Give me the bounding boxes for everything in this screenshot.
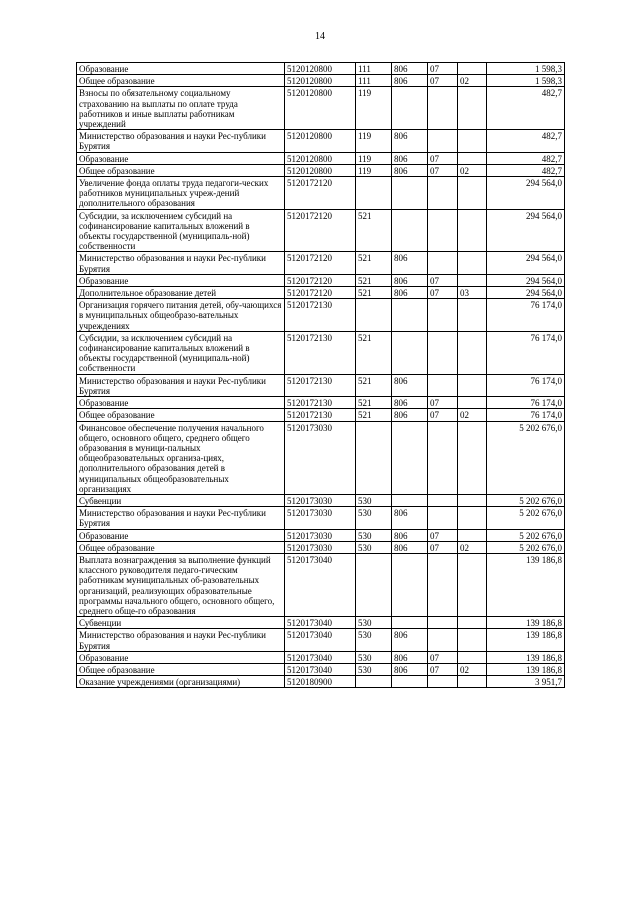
table-row <box>77 274 565 286</box>
row-target-code-cell: 5120120800 <box>285 75 356 87</box>
table-row <box>77 663 565 675</box>
row-ministry-code-cell: 806 <box>392 274 428 286</box>
row-section-cell <box>428 177 458 210</box>
row-target-code-cell: 5120120800 <box>285 63 356 75</box>
row-target-code-cell: 5120173030 <box>285 541 356 553</box>
row-subsection-cell <box>458 63 487 75</box>
row-expense-type-cell: 521 <box>356 397 392 409</box>
row-section-cell: 07 <box>428 75 458 87</box>
row-name-cell: Образование <box>77 152 285 164</box>
row-amount-cell: 294 564,0 <box>487 287 565 299</box>
row-ministry-code-cell <box>392 331 428 374</box>
row-name-cell: Дополнительное образование детей <box>77 287 285 299</box>
row-ministry-code-cell <box>392 209 428 252</box>
row-subsection-cell <box>458 177 487 210</box>
row-subsection-cell <box>458 374 487 396</box>
row-section-cell <box>428 676 458 688</box>
row-name-cell: Выплата вознаграждения за выполнение функций классного руководителя педаго-гическим работникам муниципальных об-разовательных организаций, реализующих образовательные программы начального общего, основного общего, среднего обще-го образования <box>77 553 285 616</box>
row-ministry-code-cell: 806 <box>392 663 428 675</box>
row-section-cell: 07 <box>428 663 458 675</box>
table-row <box>77 299 565 332</box>
row-expense-type-cell: 521 <box>356 209 392 252</box>
budget-table <box>76 62 565 688</box>
row-ministry-code-cell: 806 <box>392 287 428 299</box>
row-ministry-code-cell: 806 <box>392 152 428 164</box>
row-subsection-cell <box>458 274 487 286</box>
row-ministry-code-cell <box>392 553 428 616</box>
table-row <box>77 494 565 506</box>
row-target-code-cell: 5120172130 <box>285 397 356 409</box>
row-ministry-code-cell <box>392 421 428 494</box>
budget-table-body <box>77 63 565 688</box>
row-subsection-cell: 02 <box>458 75 487 87</box>
table-row <box>77 541 565 553</box>
row-subsection-cell <box>458 421 487 494</box>
row-name-cell: Общее образование <box>77 663 285 675</box>
row-section-cell: 07 <box>428 397 458 409</box>
row-amount-cell: 76 174,0 <box>487 409 565 421</box>
table-row <box>77 331 565 374</box>
row-subsection-cell <box>458 209 487 252</box>
row-name-cell: Общее образование <box>77 164 285 176</box>
row-amount-cell: 5 202 676,0 <box>487 541 565 553</box>
row-section-cell <box>428 494 458 506</box>
row-subsection-cell <box>458 629 487 651</box>
row-ministry-code-cell: 806 <box>392 629 428 651</box>
row-ministry-code-cell <box>392 177 428 210</box>
row-target-code-cell: 5120173040 <box>285 553 356 616</box>
row-target-code-cell: 5120120800 <box>285 164 356 176</box>
row-section-cell: 07 <box>428 63 458 75</box>
row-amount-cell: 5 202 676,0 <box>487 529 565 541</box>
row-section-cell <box>428 507 458 529</box>
row-subsection-cell <box>458 494 487 506</box>
row-target-code-cell: 5120173040 <box>285 629 356 651</box>
row-subsection-cell <box>458 617 487 629</box>
row-amount-cell: 5 202 676,0 <box>487 421 565 494</box>
row-ministry-code-cell: 806 <box>392 252 428 274</box>
row-amount-cell: 294 564,0 <box>487 274 565 286</box>
row-name-cell: Министерство образования и науки Рес-публики Бурятия <box>77 252 285 274</box>
row-subsection-cell <box>458 331 487 374</box>
row-amount-cell: 3 951,7 <box>487 676 565 688</box>
row-section-cell: 07 <box>428 409 458 421</box>
row-subsection-cell <box>458 553 487 616</box>
table-row <box>77 252 565 274</box>
row-section-cell <box>428 629 458 651</box>
row-amount-cell: 294 564,0 <box>487 209 565 252</box>
row-expense-type-cell: 521 <box>356 252 392 274</box>
row-section-cell: 07 <box>428 287 458 299</box>
row-target-code-cell: 5120173040 <box>285 617 356 629</box>
row-amount-cell: 1 598,3 <box>487 63 565 75</box>
row-expense-type-cell: 530 <box>356 494 392 506</box>
row-section-cell: 07 <box>428 651 458 663</box>
row-name-cell: Взносы по обязательному социальному страхованию на выплаты по оплате труда работников и иные выплаты работникам учреждений <box>77 87 285 130</box>
row-name-cell: Министерство образования и науки Рес-публики Бурятия <box>77 507 285 529</box>
row-target-code-cell: 5120173040 <box>285 663 356 675</box>
row-amount-cell: 482,7 <box>487 164 565 176</box>
row-expense-type-cell: 119 <box>356 164 392 176</box>
row-ministry-code-cell: 806 <box>392 397 428 409</box>
row-target-code-cell: 5120172120 <box>285 252 356 274</box>
row-amount-cell: 76 174,0 <box>487 331 565 374</box>
row-amount-cell: 139 186,8 <box>487 553 565 616</box>
row-expense-type-cell: 521 <box>356 287 392 299</box>
row-expense-type-cell: 530 <box>356 529 392 541</box>
row-expense-type-cell: 530 <box>356 651 392 663</box>
row-amount-cell: 482,7 <box>487 87 565 130</box>
row-expense-type-cell: 119 <box>356 130 392 152</box>
table-row <box>77 130 565 152</box>
row-expense-type-cell: 521 <box>356 409 392 421</box>
row-expense-type-cell <box>356 299 392 332</box>
row-subsection-cell: 02 <box>458 663 487 675</box>
row-ministry-code-cell <box>392 617 428 629</box>
table-row <box>77 287 565 299</box>
row-target-code-cell: 5120120800 <box>285 152 356 164</box>
row-amount-cell: 5 202 676,0 <box>487 494 565 506</box>
row-expense-type-cell: 530 <box>356 617 392 629</box>
row-name-cell: Финансовое обеспечение получения начального общего, основного общего, среднего общего образования в муници-пальных общеобразовательных организа-циях, дополнительного образования детей в муниципальных общеобразовательных организациях <box>77 421 285 494</box>
row-expense-type-cell: 521 <box>356 374 392 396</box>
row-target-code-cell: 5120172120 <box>285 287 356 299</box>
row-expense-type-cell: 521 <box>356 274 392 286</box>
row-expense-type-cell: 119 <box>356 87 392 130</box>
row-subsection-cell <box>458 130 487 152</box>
table-row <box>77 374 565 396</box>
row-expense-type-cell: 521 <box>356 331 392 374</box>
row-section-cell: 07 <box>428 274 458 286</box>
row-name-cell: Образование <box>77 651 285 663</box>
row-target-code-cell: 5120120800 <box>285 130 356 152</box>
row-subsection-cell <box>458 651 487 663</box>
row-section-cell <box>428 553 458 616</box>
row-target-code-cell: 5120180900 <box>285 676 356 688</box>
row-ministry-code-cell: 806 <box>392 541 428 553</box>
table-row <box>77 421 565 494</box>
table-row <box>77 617 565 629</box>
row-ministry-code-cell <box>392 676 428 688</box>
row-target-code-cell: 5120172130 <box>285 299 356 332</box>
row-section-cell <box>428 617 458 629</box>
row-amount-cell: 139 186,8 <box>487 651 565 663</box>
row-expense-type-cell: 111 <box>356 75 392 87</box>
row-section-cell <box>428 421 458 494</box>
row-name-cell: Министерство образования и науки Рес-публики Бурятия <box>77 374 285 396</box>
row-name-cell: Министерство образования и науки Рес-публики Бурятия <box>77 629 285 651</box>
row-name-cell: Общее образование <box>77 541 285 553</box>
row-name-cell: Образование <box>77 529 285 541</box>
row-name-cell: Оказание учреждениями (организациями) <box>77 676 285 688</box>
row-name-cell: Министерство образования и науки Рес-публики Бурятия <box>77 130 285 152</box>
row-ministry-code-cell: 806 <box>392 164 428 176</box>
row-subsection-cell <box>458 529 487 541</box>
row-ministry-code-cell: 806 <box>392 529 428 541</box>
row-subsection-cell <box>458 397 487 409</box>
row-name-cell: Образование <box>77 397 285 409</box>
row-target-code-cell: 5120173030 <box>285 529 356 541</box>
row-subsection-cell <box>458 152 487 164</box>
row-expense-type-cell: 530 <box>356 629 392 651</box>
row-subsection-cell: 02 <box>458 409 487 421</box>
row-name-cell: Общее образование <box>77 409 285 421</box>
row-ministry-code-cell: 806 <box>392 75 428 87</box>
row-section-cell <box>428 331 458 374</box>
row-name-cell: Субвенции <box>77 494 285 506</box>
page-number: 14 <box>315 31 325 42</box>
row-ministry-code-cell: 806 <box>392 130 428 152</box>
table-row <box>77 209 565 252</box>
row-subsection-cell <box>458 507 487 529</box>
row-ministry-code-cell: 806 <box>392 374 428 396</box>
table-row <box>77 177 565 210</box>
row-subsection-cell: 02 <box>458 541 487 553</box>
table-row <box>77 152 565 164</box>
row-target-code-cell: 5120173040 <box>285 651 356 663</box>
row-name-cell: Общее образование <box>77 75 285 87</box>
row-ministry-code-cell <box>392 494 428 506</box>
row-amount-cell: 139 186,8 <box>487 663 565 675</box>
row-target-code-cell: 5120172130 <box>285 331 356 374</box>
table-row <box>77 164 565 176</box>
row-section-cell <box>428 130 458 152</box>
row-amount-cell: 294 564,0 <box>487 177 565 210</box>
row-section-cell: 07 <box>428 164 458 176</box>
row-target-code-cell: 5120172130 <box>285 374 356 396</box>
row-section-cell <box>428 374 458 396</box>
row-target-code-cell: 5120172130 <box>285 409 356 421</box>
row-subsection-cell <box>458 676 487 688</box>
row-target-code-cell: 5120120800 <box>285 87 356 130</box>
row-section-cell: 07 <box>428 152 458 164</box>
row-section-cell <box>428 299 458 332</box>
row-ministry-code-cell <box>392 299 428 332</box>
row-name-cell: Увеличение фонда оплаты труда педагоги-ческих работников муниципальных учреж-дений дополнительного образования <box>77 177 285 210</box>
row-expense-type-cell <box>356 553 392 616</box>
row-ministry-code-cell: 806 <box>392 409 428 421</box>
table-row <box>77 409 565 421</box>
table-row <box>77 629 565 651</box>
row-target-code-cell: 5120173030 <box>285 507 356 529</box>
row-amount-cell: 5 202 676,0 <box>487 507 565 529</box>
table-row <box>77 507 565 529</box>
row-name-cell: Субвенции <box>77 617 285 629</box>
row-section-cell <box>428 87 458 130</box>
table-row <box>77 87 565 130</box>
table-row <box>77 651 565 663</box>
row-name-cell: Организация горячего питания детей, обу-чающихся в муниципальных общеобразо-вательных учреждениях <box>77 299 285 332</box>
row-expense-type-cell: 530 <box>356 507 392 529</box>
row-section-cell: 07 <box>428 529 458 541</box>
row-name-cell: Образование <box>77 63 285 75</box>
row-amount-cell: 76 174,0 <box>487 299 565 332</box>
row-ministry-code-cell: 806 <box>392 507 428 529</box>
row-name-cell: Субсидии, за исключением субсидий на софинансирование капитальных вложений в объекты государственной (муниципаль-ной) собственности <box>77 209 285 252</box>
table-row <box>77 553 565 616</box>
row-amount-cell: 76 174,0 <box>487 374 565 396</box>
row-expense-type-cell: 111 <box>356 63 392 75</box>
row-amount-cell: 1 598,3 <box>487 75 565 87</box>
row-section-cell <box>428 252 458 274</box>
row-subsection-cell <box>458 299 487 332</box>
row-subsection-cell: 02 <box>458 164 487 176</box>
table-row <box>77 75 565 87</box>
row-target-code-cell: 5120173030 <box>285 494 356 506</box>
row-expense-type-cell <box>356 421 392 494</box>
row-name-cell: Образование <box>77 274 285 286</box>
table-row <box>77 676 565 688</box>
table-row <box>77 529 565 541</box>
row-amount-cell: 294 564,0 <box>487 252 565 274</box>
row-amount-cell: 482,7 <box>487 130 565 152</box>
table-row <box>77 63 565 75</box>
row-subsection-cell <box>458 252 487 274</box>
row-ministry-code-cell <box>392 87 428 130</box>
row-amount-cell: 139 186,8 <box>487 617 565 629</box>
row-subsection-cell <box>458 87 487 130</box>
row-expense-type-cell <box>356 676 392 688</box>
row-expense-type-cell <box>356 177 392 210</box>
row-section-cell <box>428 209 458 252</box>
row-target-code-cell: 5120172120 <box>285 209 356 252</box>
row-expense-type-cell: 530 <box>356 541 392 553</box>
row-subsection-cell: 03 <box>458 287 487 299</box>
row-name-cell: Субсидии, за исключением субсидий на софинансирование капитальных вложений в объекты государственной (муниципаль-ной) собственности <box>77 331 285 374</box>
row-expense-type-cell: 530 <box>356 663 392 675</box>
row-target-code-cell: 5120172120 <box>285 274 356 286</box>
row-section-cell: 07 <box>428 541 458 553</box>
row-ministry-code-cell: 806 <box>392 651 428 663</box>
row-target-code-cell: 5120172120 <box>285 177 356 210</box>
row-ministry-code-cell: 806 <box>392 63 428 75</box>
row-amount-cell: 139 186,8 <box>487 629 565 651</box>
row-amount-cell: 482,7 <box>487 152 565 164</box>
row-target-code-cell: 5120173030 <box>285 421 356 494</box>
row-expense-type-cell: 119 <box>356 152 392 164</box>
table-row <box>77 397 565 409</box>
row-amount-cell: 76 174,0 <box>487 397 565 409</box>
